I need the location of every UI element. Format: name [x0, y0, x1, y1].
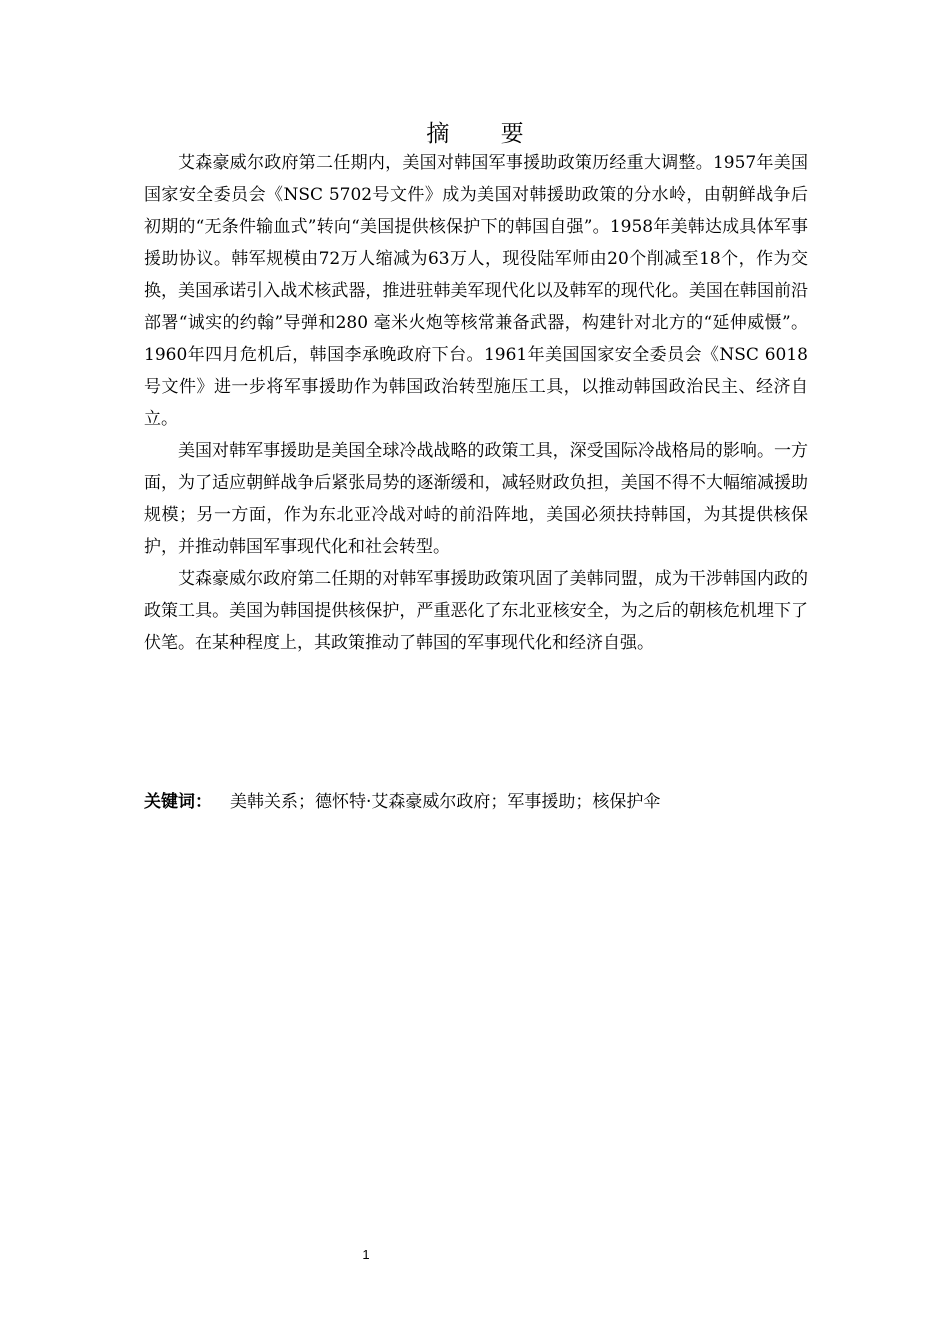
- page-number: 1: [362, 1247, 370, 1262]
- abstract-paragraph-2: 美国对韩军事援助是美国全球冷战战略的政策工具，深受国际冷战格局的影响。一方面，为了适应朝鲜战争后紧张局势的逐渐缓和，减轻财政负担，美国不得不大幅缩减援助规模；另一方面，作为东北亚冷战对峙的前沿阵地，美国必须扶持韩国，为其提供核保护，并推动韩国军事现代化和社会转型。: [144, 441, 808, 557]
- keywords-text: 美韩关系；德怀特·艾森豪威尔政府；军事援助；核保护伞: [230, 792, 661, 812]
- keywords-label: 关键词：: [144, 792, 212, 812]
- abstract-body: [144, 147, 808, 659]
- abstract-paragraph-3: 艾森豪威尔政府第二任期的对韩军事援助政策巩固了美韩同盟，成为干涉韩国内政的政策工具。美国为韩国提供核保护，严重恶化了东北亚核安全，为之后的朝核危机埋下了伏笔。在某种程度上，其政策推动了韩国的军事现代化和经济自强。: [144, 569, 808, 653]
- keywords-line: [144, 787, 808, 817]
- abstract-title: 摘 要: [426, 121, 546, 147]
- abstract-paragraph-1: 艾森豪威尔政府第二任期内，美国对韩国军事援助政策历经重大调整。1957年美国国家安全委员会《NSC 5702号文件》成为美国对韩援助政策的分水岭，由朝鲜战争后初期的“无条件输血式”转向“美国提供核保护下的韩国自强”。1958年美韩达成具体军事援助协议。韩军规模由72万人缩减为63万人，现役陆军师由20个削减至18个，作为交换，美国承诺引入战术核武器，推进驻韩美军现代化以及韩军的现代化。美国在韩国前沿部署“诚实的约翰”导弹和280 毫米火炮等核常兼备武器，构建针对北方的“延伸威慑”。1960年四月危机后，韩国李承晚政府下台。1961年美国国家安全委员会《NSC 6018号文件》进一步将军事援助作为韩国政治转型施压工具，以推动韩国政治民主、经济自立。: [144, 153, 808, 429]
